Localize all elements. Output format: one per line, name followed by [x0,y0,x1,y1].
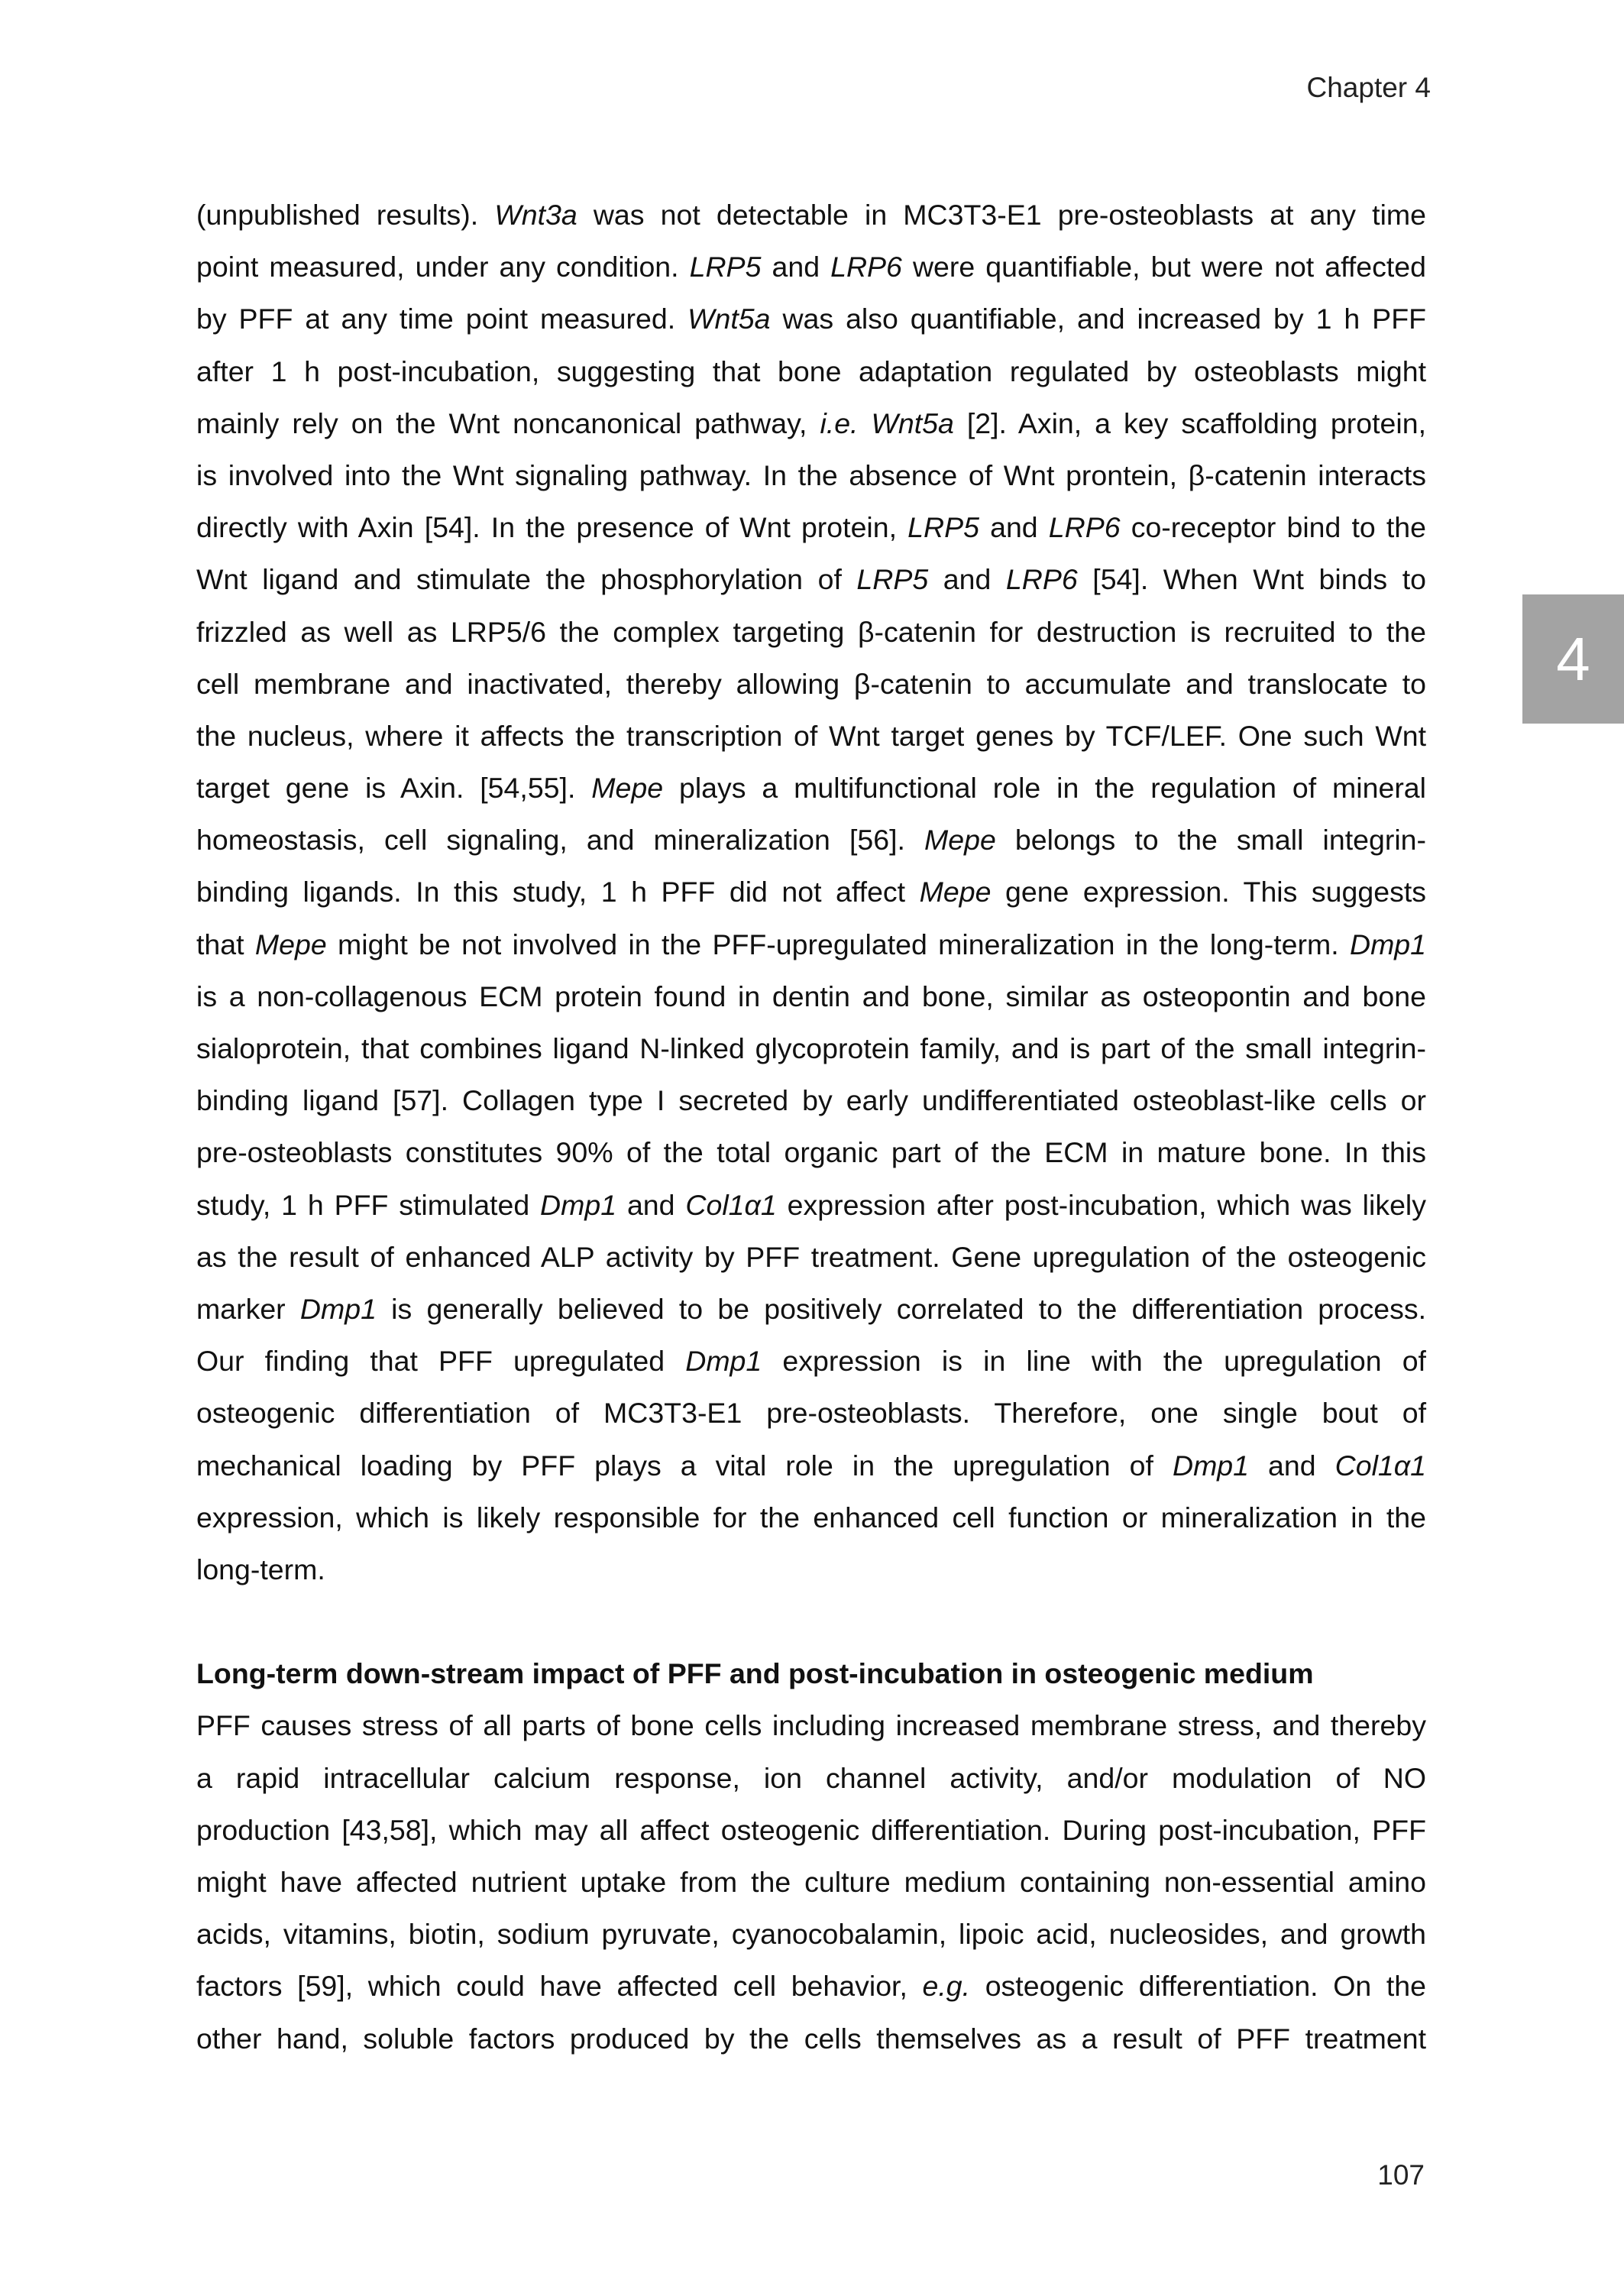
text-line [196,1543,1426,1595]
text-run: and [616,1188,686,1221]
text-line [196,345,1426,397]
text-run: PFF causes stress of all parts of bone cells including increased membrane stress, and thereby [196,1709,1426,1742]
italic-term: Dmp1 [299,1292,377,1325]
text-line [196,814,1426,866]
text-run: sialoprotein, that combines ligand N-linked glycoprotein family, and is part of the small integrin- [196,1032,1426,1064]
text-line [196,1022,1426,1074]
text-run: a rapid intracellular calcium response, ion channel activity, and/or modulation of NO [196,1761,1426,1794]
text-line [196,1335,1426,1387]
text-run: homeostasis, cell signaling, and mineralization [56]. [196,824,925,857]
text-run: mechanical loading by PFF plays a vital role in the upregulation of [196,1449,1173,1482]
text-line [196,1491,1426,1543]
text-line [196,501,1426,553]
italic-term: Wnt5a [687,303,771,335]
text-run: belongs to the small integrin- [995,824,1427,857]
text-run: Our finding that PFF upregulated [196,1345,686,1378]
page-number: 107 [1377,2159,1425,2191]
italic-term: Mepe [591,772,664,805]
text-line [196,293,1426,345]
section-heading: Long-term down-stream impact of PFF and post-incubation in osteogenic medium [196,1657,1314,1690]
text-run: and [761,251,831,283]
text-line [196,1179,1426,1231]
text-line [196,762,1426,814]
italic-term: Dmp1 [540,1188,617,1221]
text-run: is a non-collagenous ECM protein found in dentin and bone, similar as osteopontin and bone [196,980,1426,1012]
text-run: gene expression. This suggests [991,876,1427,908]
text-run: osteogenic differentiation. On the [970,1970,1426,2003]
text-run: was also quantifiable, and increased by 1 h PFF [770,303,1427,335]
text-run: directly with Axin [54]. In the presence of Wnt protein, [196,511,908,544]
text-run: is generally believed to be positively correlated to the differentiation process. [376,1292,1426,1325]
italic-term: Mepe [254,928,327,960]
italic-term: Col1α1 [1334,1449,1427,1482]
text-run: plays a multifunctional role in the regulation of mineral [663,772,1426,805]
text-line [196,1074,1426,1126]
text-line [196,970,1426,1022]
text-line [196,1126,1426,1178]
text-line [196,1856,1426,1908]
italic-term: Mepe [924,824,996,857]
text-line [196,1231,1426,1283]
text-run: and [928,563,1006,596]
text-run: that [196,928,255,960]
italic-term: Wnt3a [494,199,577,231]
text-run: target gene is Axin. [54,55]. [196,772,592,805]
text-line [196,1908,1426,1960]
text-run: long-term. [196,1553,325,1585]
text-line [196,241,1426,293]
text-run: co-receptor bind to the [1120,511,1426,544]
text-run: osteogenic differentiation of MC3T3-E1 pre-osteoblasts. Therefore, one single bout of [196,1397,1426,1430]
italic-term: LRP5 [689,251,762,283]
italic-term: LRP5 [856,563,929,596]
text-line [196,1699,1426,1751]
text-run: expression is in line with the upregulation of [762,1345,1426,1378]
text-run: binding ligands. In this study, 1 h PFF did not affect [196,876,920,908]
text-line [196,397,1426,449]
text-run: cell membrane and inactivated, thereby allowing β-catenin to accumulate and translocate to [196,667,1426,700]
text-line [196,1440,1426,1491]
text-run: Wnt ligand and stimulate the phosphorylation of [196,563,857,596]
text-run: might have affected nutrient uptake from the culture medium containing non-essential amino [196,1866,1426,1898]
paragraph-gap [196,1595,1426,1647]
text-run: by PFF at any time point measured. [196,303,688,335]
italic-term: i.e. Wnt5a [820,406,954,439]
italic-term: LRP6 [1048,511,1121,544]
italic-term: Col1α1 [685,1188,777,1221]
italic-term: LRP6 [830,251,902,283]
text-line [196,553,1426,605]
text-line [196,449,1426,501]
text-run: as the result of enhanced ALP activity by PFF treatment. Gene upregulation of the osteogenic [196,1240,1426,1273]
text-run: marker [196,1292,300,1325]
chapter-side-tab [1522,594,1624,724]
text-line [196,658,1426,710]
text-run: frizzled as well as LRP5/6 the complex targeting β-catenin for destruction is recruited to the [196,615,1426,648]
text-run: acids, vitamins, biotin, sodium pyruvate, cyanocobalamin, lipoic acid, nucleosides, and growth [196,1918,1426,1951]
text-run: pre-osteoblasts constitutes 90% of the total organic part of the ECM in mature bone. In this [196,1136,1426,1169]
text-line [196,2013,1426,2065]
text-line [196,1960,1426,2012]
text-run: might be not involved in the PFF-upregulated mineralization in the long-term. [326,928,1350,960]
body-text [196,189,1426,2065]
text-run: after 1 h post-incubation, suggesting that bone adaptation regulated by osteoblasts might [196,355,1426,387]
text-run: (unpublished results). [196,199,495,231]
italic-term: Dmp1 [685,1345,762,1378]
text-run: the nucleus, where it affects the transcription of Wnt target genes by TCF/LEF. One such Wnt [196,719,1426,752]
text-line [196,1804,1426,1856]
text-run: [54]. When Wnt binds to [1077,563,1426,596]
text-run: factors [59], which could have affected cell behavior, [196,1970,923,2003]
text-line [196,918,1426,970]
text-run: is involved into the Wnt signaling pathway. In the absence of Wnt prontein, β-catenin interacts [196,458,1426,491]
text-run: [2]. Axin, a key scaffolding protein, [953,406,1426,439]
text-run: and [1249,1449,1335,1482]
text-run: point measured, under any condition. [196,251,690,283]
text-run: other hand, soluble factors produced by the cells themselves as a result of PFF treatment [196,2022,1426,2055]
text-line [196,606,1426,658]
text-line [196,189,1426,241]
italic-term: LRP5 [907,511,979,544]
text-line [196,1283,1426,1335]
text-run: study, 1 h PFF stimulated [196,1188,541,1221]
text-line [196,710,1426,762]
text-line [196,1387,1426,1439]
text-run: were quantifiable, but were not affected [901,251,1427,283]
chapter-tab-number: 4 [1556,624,1590,693]
text-run: was not detectable in MC3T3-E1 pre-osteoblasts at any time [577,199,1426,231]
paragraph-2 [196,1699,1426,2064]
text-run: mainly rely on the Wnt noncanonical pathway, [196,406,820,439]
italic-term: Dmp1 [1172,1449,1250,1482]
text-run: production [43,58], which may all affect osteogenic differentiation. During post-incubation, PFF [196,1813,1426,1846]
italic-term: e.g. [922,1970,971,2003]
text-run: expression after post-incubation, which was likely [776,1188,1427,1221]
italic-term: Mepe [919,876,992,908]
italic-term: LRP6 [1005,563,1078,596]
text-run: binding ligand [57]. Collagen type I secreted by early undifferentiated osteoblast-like cells or [196,1084,1426,1117]
paragraph-1 [196,189,1426,1595]
text-run: and [979,511,1049,544]
text-line [196,1752,1426,1804]
text-line [196,866,1426,918]
chapter-header: Chapter 4 [1306,72,1431,103]
text-run: expression, which is likely responsible for the enhanced cell function or mineralization in the [196,1501,1426,1534]
italic-term: Dmp1 [1349,928,1427,960]
